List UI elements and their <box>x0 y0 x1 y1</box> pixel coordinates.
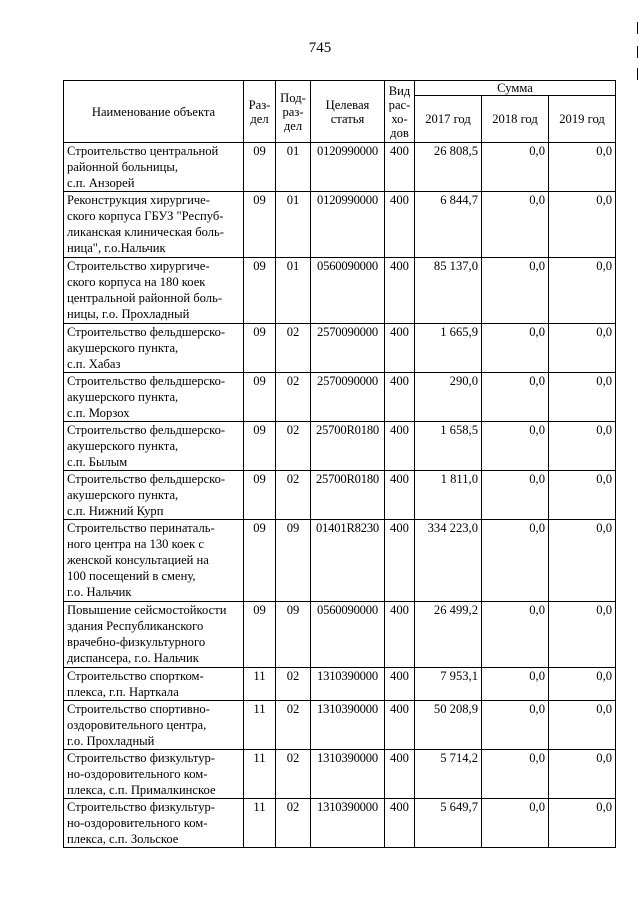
object-name-cell: Строительство фельдшерско- акушерского пункта, с.п. Нижний Курп <box>64 471 244 520</box>
sum-2018-cell: 0,0 <box>482 471 549 520</box>
object-name-cell: Строительство фельдшерско- акушерского пункта, с.п. Морзох <box>64 373 244 422</box>
object-name-cell: Реконструкция хирургиче- ского корпуса ГБУЗ "Респуб- ликанская клиническая боль- ница", г.о.Нальчик <box>64 192 244 258</box>
target-article-cell: 25700R0180 <box>311 471 385 520</box>
subsection-cell: 02 <box>276 701 311 750</box>
subsection-cell: 02 <box>276 750 311 799</box>
section-cell: 09 <box>244 602 276 668</box>
sum-2019-cell: 0,0 <box>549 520 616 602</box>
sum-2017-cell: 26 499,2 <box>415 602 482 668</box>
subsection-cell: 02 <box>276 668 311 701</box>
sum-2017-cell: 1 658,5 <box>415 422 482 471</box>
page-number: 745 <box>308 40 332 56</box>
header-name: Наименование объекта <box>64 81 244 143</box>
section-cell: 09 <box>244 471 276 520</box>
sum-2018-cell: 0,0 <box>482 750 549 799</box>
sum-2017-cell: 290,0 <box>415 373 482 422</box>
sum-2019-cell: 0,0 <box>549 799 616 848</box>
table-row <box>64 701 616 750</box>
subsection-cell: 09 <box>276 602 311 668</box>
sum-2018-cell: 0,0 <box>482 668 549 701</box>
sum-2019-cell: 0,0 <box>549 750 616 799</box>
expense-type-cell: 400 <box>385 520 415 602</box>
target-article-cell: 01401R8230 <box>311 520 385 602</box>
scan-edge-mark <box>637 68 638 80</box>
expense-type-cell: 400 <box>385 471 415 520</box>
expense-type-cell: 400 <box>385 602 415 668</box>
expense-type-cell: 400 <box>385 192 415 258</box>
sum-2019-cell: 0,0 <box>549 192 616 258</box>
sum-2018-cell: 0,0 <box>482 192 549 258</box>
subsection-cell: 02 <box>276 422 311 471</box>
sum-2019-cell: 0,0 <box>549 471 616 520</box>
expense-type-cell: 400 <box>385 373 415 422</box>
expense-type-cell: 400 <box>385 258 415 324</box>
target-article-cell: 2570090000 <box>311 373 385 422</box>
subsection-cell: 01 <box>276 192 311 258</box>
expense-type-cell: 400 <box>385 422 415 471</box>
section-cell: 09 <box>244 258 276 324</box>
object-name-cell: Строительство фельдшерско- акушерского пункта, с.п. Былым <box>64 422 244 471</box>
table-row <box>64 520 616 602</box>
target-article-cell: 2570090000 <box>311 324 385 373</box>
object-name-cell: Строительство спортивно- оздоровительного центра, г.о. Прохладный <box>64 701 244 750</box>
header-expense-type: Вид рас- хо- дов <box>385 81 415 143</box>
sum-2019-cell: 0,0 <box>549 422 616 471</box>
header-target: Целевая статья <box>311 81 385 143</box>
sum-2019-cell: 0,0 <box>549 602 616 668</box>
sum-2019-cell: 0,0 <box>549 143 616 192</box>
sum-2018-cell: 0,0 <box>482 143 549 192</box>
header-sum: Сумма <box>415 81 616 96</box>
table-row <box>64 324 616 373</box>
sum-2019-cell: 0,0 <box>549 701 616 750</box>
expense-type-cell: 400 <box>385 668 415 701</box>
header-2019: 2019 год <box>549 96 616 143</box>
section-cell: 09 <box>244 143 276 192</box>
sum-2017-cell: 5 714,2 <box>415 750 482 799</box>
sum-2019-cell: 0,0 <box>549 324 616 373</box>
sum-2017-cell: 334 223,0 <box>415 520 482 602</box>
target-article-cell: 0120990000 <box>311 143 385 192</box>
expense-type-cell: 400 <box>385 143 415 192</box>
sum-2018-cell: 0,0 <box>482 422 549 471</box>
section-cell: 11 <box>244 701 276 750</box>
section-cell: 09 <box>244 422 276 471</box>
object-name-cell: Строительство центральной районной больницы, с.п. Анзорей <box>64 143 244 192</box>
section-cell: 11 <box>244 668 276 701</box>
header-2017: 2017 год <box>415 96 482 143</box>
table-row <box>64 422 616 471</box>
object-name-cell: Строительство хирургиче- ского корпуса на 180 коек центральной районной боль- ницы, г.о. Прохладный <box>64 258 244 324</box>
scan-edge-mark <box>637 46 638 58</box>
expense-type-cell: 400 <box>385 324 415 373</box>
subsection-cell: 02 <box>276 373 311 422</box>
budget-table <box>63 80 616 848</box>
section-cell: 11 <box>244 799 276 848</box>
sum-2017-cell: 1 665,9 <box>415 324 482 373</box>
subsection-cell: 01 <box>276 143 311 192</box>
object-name-cell: Повышение сейсмостойкости здания Республиканского врачебно-физкультурного диспансера, г.о. Нальчик <box>64 602 244 668</box>
sum-2019-cell: 0,0 <box>549 258 616 324</box>
table-row <box>64 471 616 520</box>
sum-2018-cell: 0,0 <box>482 799 549 848</box>
sum-2017-cell: 1 811,0 <box>415 471 482 520</box>
target-article-cell: 1310390000 <box>311 701 385 750</box>
expense-type-cell: 400 <box>385 701 415 750</box>
sum-2017-cell: 6 844,7 <box>415 192 482 258</box>
table-row <box>64 192 616 258</box>
sum-2017-cell: 7 953,1 <box>415 668 482 701</box>
sum-2017-cell: 85 137,0 <box>415 258 482 324</box>
header-section: Раз- дел <box>244 81 276 143</box>
sum-2018-cell: 0,0 <box>482 602 549 668</box>
subsection-cell: 09 <box>276 520 311 602</box>
section-cell: 09 <box>244 324 276 373</box>
table-row <box>64 373 616 422</box>
sum-2019-cell: 0,0 <box>549 373 616 422</box>
table-row <box>64 668 616 701</box>
sum-2018-cell: 0,0 <box>482 324 549 373</box>
subsection-cell: 02 <box>276 799 311 848</box>
target-article-cell: 1310390000 <box>311 799 385 848</box>
target-article-cell: 0560090000 <box>311 602 385 668</box>
table-row <box>64 750 616 799</box>
table-row <box>64 143 616 192</box>
table-row <box>64 602 616 668</box>
section-cell: 09 <box>244 192 276 258</box>
sum-2019-cell: 0,0 <box>549 668 616 701</box>
header-subsection: Под- раз- дел <box>276 81 311 143</box>
sum-2018-cell: 0,0 <box>482 373 549 422</box>
object-name-cell: Строительство физкультур- но-оздоровительного ком- плекса, с.п. Прималкинское <box>64 750 244 799</box>
subsection-cell: 02 <box>276 324 311 373</box>
object-name-cell: Строительство фельдшерско- акушерского пункта, с.п. Хабаз <box>64 324 244 373</box>
table-row <box>64 258 616 324</box>
sum-2018-cell: 0,0 <box>482 701 549 750</box>
target-article-cell: 0560090000 <box>311 258 385 324</box>
section-cell: 09 <box>244 373 276 422</box>
object-name-cell: Строительство перинаталь- ного центра на 130 коек с женской консультацией на 100 посещений в смену, г.о. Нальчик <box>64 520 244 602</box>
object-name-cell: Строительство спортком- плекса, г.п. Нарткала <box>64 668 244 701</box>
section-cell: 09 <box>244 520 276 602</box>
sum-2018-cell: 0,0 <box>482 258 549 324</box>
header-2018: 2018 год <box>482 96 549 143</box>
scan-edge-mark <box>637 22 638 34</box>
sum-2018-cell: 0,0 <box>482 520 549 602</box>
subsection-cell: 02 <box>276 471 311 520</box>
target-article-cell: 1310390000 <box>311 750 385 799</box>
expense-type-cell: 400 <box>385 750 415 799</box>
target-article-cell: 0120990000 <box>311 192 385 258</box>
sum-2017-cell: 26 808,5 <box>415 143 482 192</box>
target-article-cell: 1310390000 <box>311 668 385 701</box>
target-article-cell: 25700R0180 <box>311 422 385 471</box>
expense-type-cell: 400 <box>385 799 415 848</box>
table-row <box>64 799 616 848</box>
section-cell: 11 <box>244 750 276 799</box>
sum-2017-cell: 5 649,7 <box>415 799 482 848</box>
subsection-cell: 01 <box>276 258 311 324</box>
sum-2017-cell: 50 208,9 <box>415 701 482 750</box>
object-name-cell: Строительство физкультур- но-оздоровительного ком- плекса, с.п. Зольское <box>64 799 244 848</box>
